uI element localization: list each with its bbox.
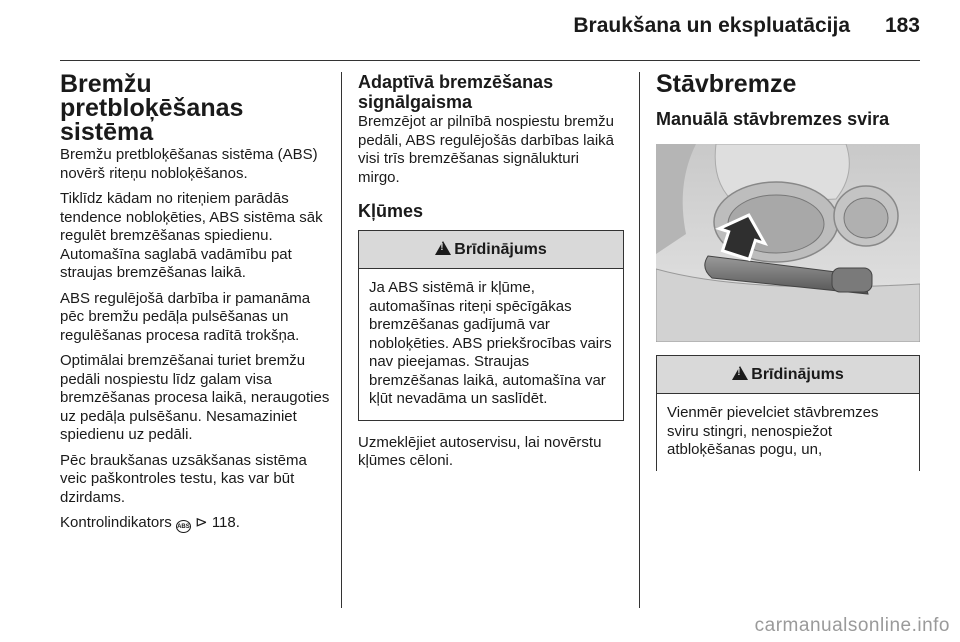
warning-triangle-icon [732, 366, 748, 380]
parking-brake-illustration [656, 144, 920, 342]
section-heading-brake-light: Adaptīvā bremzēšanas signālgaisma [358, 72, 554, 112]
page-reference-link[interactable]: 118. [211, 514, 240, 531]
warning-box [358, 230, 624, 421]
warning-body [657, 394, 919, 471]
column-divider [341, 72, 342, 608]
warning-title: Brīdinājums [751, 366, 844, 383]
warning-box [656, 355, 920, 471]
section-heading-parking-brake: Stāvbremze [656, 70, 797, 98]
page-number: 183 [884, 14, 920, 37]
paragraph: Bremzējot ar pilnībā nospiestu bremžu pedāli, ABS regulējošās darbības laikā visi trīs bremzēšanas signālukturi mirgo. [358, 113, 614, 186]
paragraph: ABS regulējošā darbība ir pamanāma pēc bremžu pedāļa pulsēšanas un regulēšanas procesa radītā trokšņa. [60, 289, 311, 344]
header-rule [60, 60, 920, 61]
paragraph: Uzmeklējiet autoservisu, lai novērstu kļūmes cēloni. [358, 433, 602, 469]
paragraph: Bremžu pretbloķēšanas sistēma (ABS) novērš riteņu nobloķēšanos. [60, 146, 318, 182]
section-heading-abs: Bremžu pretbloķēšanas sistēma [60, 70, 244, 146]
warning-header [657, 355, 919, 394]
indicator-reference [60, 514, 332, 533]
column-brake-light [358, 72, 624, 478]
indicator-label: Kontrolindikators [60, 514, 172, 531]
column-divider [639, 72, 640, 608]
abs-warning-icon: ABS [176, 520, 191, 533]
paragraph: Tiklīdz kādam no riteņiem parādās tendence nobloķēties, ABS sistēma sāk regulēt bremzēšanas spiedienu. Automašīna saglabā vadāmību pat straujas bremzēšanas laikā. [60, 190, 323, 281]
warning-header [359, 230, 623, 269]
subheading-manual-lever: Manuālā stāvbremzes svira [656, 109, 890, 129]
column-abs [60, 72, 332, 540]
watermark: carmanualsonline.info [754, 615, 950, 636]
warning-text: Ja ABS sistēmā ir kļūme, automašīnas riteņi spēcīgākas bremzēšanas gadījumā var nobloķēties. ABS priekšrocības vairs nav pieejamas. Straujas bremzēšanas laikā, automašīna var kļūt nevadāma un saslīdēt. [369, 279, 612, 407]
paragraph: Pēc braukšanas uzsākšanas sistēma veic paškontroles testu, kas var būt dzirdams. [60, 451, 307, 506]
column-parking-brake [656, 72, 920, 471]
running-header-title: Braukšana un ekspluatācija [573, 14, 850, 37]
paragraph: Optimālai bremzēšanai turiet bremžu pedāli nospiestu līdz galam visa bremzēšanas procesa laikā, neraugoties uz pedāļa pulsēšanu. Nesamaziniet spiedienu uz pedāli. [60, 352, 330, 443]
page-ref-arrow-icon: ⊳ [195, 514, 208, 531]
warning-body [359, 269, 623, 420]
subheading-faults: Kļūmes [358, 201, 424, 221]
warning-text: Vienmēr pievelciet stāvbremzes sviru stingri, nenospiežot atbloķēšanas pogu, un, [667, 404, 879, 458]
warning-triangle-icon [435, 241, 451, 255]
warning-title: Brīdinājums [454, 241, 547, 258]
